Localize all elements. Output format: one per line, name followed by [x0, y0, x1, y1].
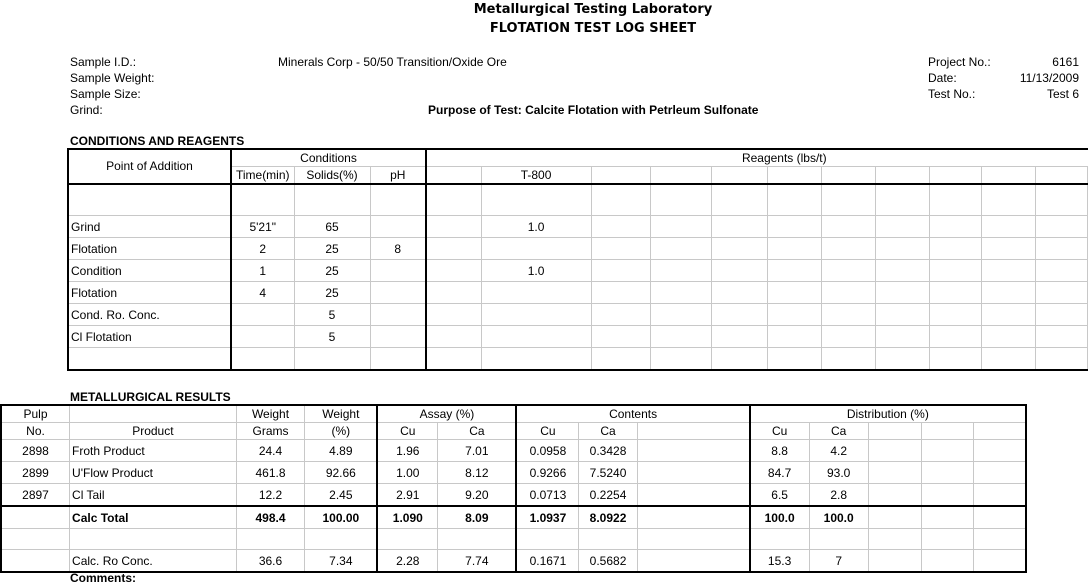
reagent-cell — [650, 282, 711, 304]
ph-cell — [370, 348, 426, 371]
conditions-row — [68, 326, 1088, 348]
reagent-cell — [591, 260, 650, 282]
reagent-cell — [821, 238, 875, 260]
ph-cell — [370, 260, 426, 282]
pulp-no-header: No. — [1, 423, 70, 440]
dist-blank-cell — [922, 484, 974, 507]
contents-ca-cell: 7.5240 — [579, 462, 637, 484]
product-header: Product — [70, 423, 237, 440]
dist-blank-cell — [868, 484, 921, 507]
time-cell: 5'21" — [231, 216, 294, 238]
ph-cell — [370, 216, 426, 238]
reagent-cell — [767, 216, 821, 238]
assay-ca-cell: 7.01 — [438, 440, 517, 462]
product-cell: Froth Product — [70, 440, 237, 462]
reagent-cell — [929, 238, 981, 260]
reagent-col-blank — [711, 167, 767, 185]
reagent-cell — [767, 238, 821, 260]
reagent-cell — [875, 282, 929, 304]
pct-cell: 4.89 — [305, 440, 378, 462]
conditions-row — [68, 184, 1088, 216]
sample-id-value: Minerals Corp - 50/50 Transition/Oxide Ore — [278, 55, 507, 69]
contents-ca-cell: 0.5682 — [579, 550, 637, 573]
reagent-cell — [821, 282, 875, 304]
reagent-cell — [821, 216, 875, 238]
reagent-cell — [1035, 238, 1087, 260]
reagent-cell — [929, 282, 981, 304]
dist-blank-cell — [922, 529, 974, 550]
pulp-header: Pulp — [1, 405, 70, 423]
assay-cu-cell — [377, 529, 437, 550]
reagent-cell — [650, 326, 711, 348]
reagent-cell — [711, 326, 767, 348]
conditions-row — [68, 282, 1088, 304]
solids-cell — [294, 348, 370, 371]
product-cell: Calc. Ro Conc. — [70, 550, 237, 573]
reagents-header: Reagents (lbs/t) — [426, 149, 1088, 167]
col-solids: Solids(%) — [294, 167, 370, 185]
time-cell — [231, 348, 294, 371]
t800-cell: 1.0 — [481, 260, 591, 282]
dist-blank-cell — [974, 506, 1026, 529]
pulp-cell: 2899 — [1, 462, 70, 484]
dist-blank-cell — [868, 440, 921, 462]
reagent-cell — [591, 348, 650, 371]
pct-cell: 2.45 — [305, 484, 378, 507]
reagent-cell — [711, 184, 767, 216]
conditions-row — [68, 260, 1088, 282]
assay-cu-header: Cu — [377, 423, 437, 440]
reagent-col-blank — [821, 167, 875, 185]
t800-cell — [481, 282, 591, 304]
reagent-cell — [875, 326, 929, 348]
dist-cu-cell: 6.5 — [750, 484, 809, 507]
dist-cu-cell — [750, 529, 809, 550]
assay-ca-cell: 7.74 — [438, 550, 517, 573]
solids-cell: 25 — [294, 282, 370, 304]
contents-cu-cell: 0.1671 — [516, 550, 578, 573]
dist-blank-cell — [974, 550, 1026, 573]
reagent-cell — [875, 348, 929, 371]
ph-cell: 8 — [370, 238, 426, 260]
product-cell: Calc Total — [70, 506, 237, 529]
reagent-cell — [821, 326, 875, 348]
reagent-col-blank — [929, 167, 981, 185]
conditions-row — [68, 304, 1088, 326]
dist-blank — [868, 423, 921, 440]
reagent-col-blank — [981, 167, 1035, 185]
dist-cu-cell: 15.3 — [750, 550, 809, 573]
solids-cell: 5 — [294, 326, 370, 348]
reagent-cell — [711, 260, 767, 282]
time-cell — [231, 184, 294, 216]
pct-header: (%) — [305, 423, 378, 440]
pulp-cell — [1, 529, 70, 550]
label-sample-id: Sample I.D.: — [70, 55, 137, 69]
reagent-cell — [929, 326, 981, 348]
reagent-cell — [981, 326, 1035, 348]
label-date: Date: — [928, 71, 957, 85]
grams-cell: 36.6 — [236, 550, 305, 573]
label-sample-weight: Sample Weight: — [70, 71, 155, 85]
reagent-cell — [426, 304, 481, 326]
contents-blank-cell — [637, 550, 750, 573]
dist-blank-cell — [922, 550, 974, 573]
reagent-col-blank — [767, 167, 821, 185]
reagent-col-blank — [650, 167, 711, 185]
reagent-cell — [767, 184, 821, 216]
reagent-cell — [981, 216, 1035, 238]
reagent-cell — [711, 304, 767, 326]
dist-blank — [922, 423, 974, 440]
assay-cu-cell: 2.91 — [377, 484, 437, 507]
reagent-cell — [1035, 282, 1087, 304]
reagent-col-blank — [1035, 167, 1087, 185]
t800-cell — [481, 238, 591, 260]
reagent-cell — [426, 260, 481, 282]
dist-blank-cell — [974, 440, 1026, 462]
product-header-top — [70, 405, 237, 423]
distribution-header: Distribution (%) — [750, 405, 1026, 423]
t800-cell: 1.0 — [481, 216, 591, 238]
dist-ca-cell: 2.8 — [809, 484, 868, 507]
reagent-cell — [426, 238, 481, 260]
solids-cell: 5 — [294, 304, 370, 326]
assay-ca-cell: 9.20 — [438, 484, 517, 507]
dist-blank-cell — [868, 462, 921, 484]
reagent-cell — [821, 184, 875, 216]
pct-cell: 7.34 — [305, 550, 378, 573]
reagent-cell — [711, 282, 767, 304]
dist-ca-cell: 93.0 — [809, 462, 868, 484]
dist-blank-cell — [974, 529, 1026, 550]
point-cell: Flotation — [68, 282, 231, 304]
project-no-value: 6161 — [1052, 55, 1079, 69]
pct-cell: 100.00 — [305, 506, 378, 529]
reagent-cell — [981, 282, 1035, 304]
contents-cu-header: Cu — [516, 423, 578, 440]
reagent-cell — [711, 216, 767, 238]
reagent-cell — [650, 348, 711, 371]
sheet-title: FLOTATION TEST LOG SHEET — [489, 21, 697, 36]
point-cell: Grind — [68, 216, 231, 238]
reagent-cell — [426, 282, 481, 304]
reagent-cell — [929, 304, 981, 326]
point-cell — [68, 184, 231, 216]
assay-cu-cell: 1.090 — [377, 506, 437, 529]
product-cell — [70, 529, 237, 550]
reagent-cell — [981, 348, 1035, 371]
reagent-cell — [875, 238, 929, 260]
contents-blank-cell — [637, 462, 750, 484]
label-project-no: Project No.: — [928, 55, 991, 69]
dist-ca-header: Ca — [809, 423, 868, 440]
grams-cell — [236, 529, 305, 550]
grams-header: Grams — [236, 423, 305, 440]
results-row — [1, 529, 1026, 550]
reagent-cell — [591, 282, 650, 304]
test-no-value: Test 6 — [1046, 87, 1079, 101]
dist-blank-cell — [922, 440, 974, 462]
reagent-cell — [767, 348, 821, 371]
reagent-cell — [426, 326, 481, 348]
reagent-cell — [650, 216, 711, 238]
conditions-row — [68, 348, 1088, 371]
dist-cu-header: Cu — [750, 423, 809, 440]
contents-ca-cell: 0.2254 — [579, 484, 637, 507]
reagent-cell — [929, 216, 981, 238]
point-of-addition-header: Point of Addition — [68, 149, 231, 184]
reagent-cell — [929, 348, 981, 371]
reagent-cell — [650, 260, 711, 282]
grams-cell: 12.2 — [236, 484, 305, 507]
contents-blank-cell — [637, 440, 750, 462]
purpose-of-test: Purpose of Test: Calcite Flotation with Petrleum Sulfonate — [428, 103, 759, 117]
dist-blank-cell — [922, 462, 974, 484]
reagent-cell — [1035, 304, 1087, 326]
ph-cell — [370, 304, 426, 326]
contents-blank — [637, 423, 750, 440]
reagent-cell — [711, 238, 767, 260]
assay-ca-cell: 8.09 — [438, 506, 517, 529]
conditions-row — [68, 216, 1088, 238]
pulp-cell: 2897 — [1, 484, 70, 507]
reagent-cell — [650, 238, 711, 260]
reagent-cell — [767, 282, 821, 304]
contents-ca-header: Ca — [579, 423, 637, 440]
contents-cu-cell: 1.0937 — [516, 506, 578, 529]
reagent-cell — [981, 184, 1035, 216]
contents-ca-cell: 0.3428 — [579, 440, 637, 462]
t800-cell — [481, 304, 591, 326]
grams-cell: 24.4 — [236, 440, 305, 462]
weight-pct-header: Weight — [305, 405, 378, 423]
weight-grams-header: Weight — [236, 405, 305, 423]
dist-cu-cell: 84.7 — [750, 462, 809, 484]
reagent-cell — [591, 326, 650, 348]
reagent-cell — [981, 304, 1035, 326]
t800-cell — [481, 326, 591, 348]
ph-cell — [370, 326, 426, 348]
time-cell: 1 — [231, 260, 294, 282]
reagent-cell — [1035, 216, 1087, 238]
dist-blank-cell — [922, 506, 974, 529]
reagent-cell — [981, 260, 1035, 282]
conditions-row — [68, 238, 1088, 260]
assay-ca-header: Ca — [438, 423, 517, 440]
reagent-cell — [929, 260, 981, 282]
reagent-col-blank — [426, 167, 481, 185]
reagent-cell — [875, 216, 929, 238]
dist-cu-cell: 100.0 — [750, 506, 809, 529]
date-value: 11/13/2009 — [1019, 71, 1079, 85]
reagent-cell — [1035, 326, 1087, 348]
solids-cell — [294, 184, 370, 216]
reagent-col-blank — [875, 167, 929, 185]
point-cell — [68, 348, 231, 371]
contents-header: Contents — [516, 405, 749, 423]
reagent-cell — [875, 260, 929, 282]
contents-blank-cell — [637, 484, 750, 507]
col-t800: T-800 — [481, 167, 591, 185]
point-cell: Cond. Ro. Conc. — [68, 304, 231, 326]
dist-cu-cell: 8.8 — [750, 440, 809, 462]
reagent-cell — [821, 260, 875, 282]
reagent-cell — [650, 304, 711, 326]
contents-blank-cell — [637, 529, 750, 550]
time-cell: 4 — [231, 282, 294, 304]
contents-cu-cell — [516, 529, 578, 550]
results-table — [0, 404, 1027, 573]
dist-blank — [974, 423, 1026, 440]
reagent-cell — [591, 216, 650, 238]
assay-ca-cell: 8.12 — [438, 462, 517, 484]
pct-cell: 92.66 — [305, 462, 378, 484]
results-row — [1, 462, 1026, 484]
contents-blank-cell — [637, 506, 750, 529]
pulp-cell — [1, 506, 70, 529]
reagent-col-blank — [591, 167, 650, 185]
pulp-cell: 2898 — [1, 440, 70, 462]
dist-blank-cell — [974, 484, 1026, 507]
conditions-header: Conditions — [231, 149, 426, 167]
reagent-cell — [875, 184, 929, 216]
assay-cu-cell: 1.96 — [377, 440, 437, 462]
pulp-cell — [1, 550, 70, 573]
reagent-cell — [711, 348, 767, 371]
dist-blank-cell — [868, 506, 921, 529]
reagent-cell — [767, 304, 821, 326]
reagent-cell — [650, 184, 711, 216]
reagent-cell — [591, 238, 650, 260]
grams-cell: 498.4 — [236, 506, 305, 529]
dist-ca-cell — [809, 529, 868, 550]
pct-cell — [305, 529, 378, 550]
label-sample-size: Sample Size: — [70, 87, 141, 101]
comments-label: Comments: — [70, 571, 137, 585]
point-cell: Condition — [68, 260, 231, 282]
results-row — [1, 440, 1026, 462]
reagent-cell — [1035, 260, 1087, 282]
product-cell: Cl Tail — [70, 484, 237, 507]
reagent-cell — [426, 348, 481, 371]
assay-cu-cell: 1.00 — [377, 462, 437, 484]
ph-cell — [370, 282, 426, 304]
results-section-title: METALLURGICAL RESULTS — [70, 390, 231, 404]
reagent-cell — [426, 184, 481, 216]
results-row — [1, 484, 1026, 507]
grams-cell: 461.8 — [236, 462, 305, 484]
conditions-section-title: CONDITIONS AND REAGENTS — [70, 134, 245, 148]
ph-cell — [370, 184, 426, 216]
assay-cu-cell: 2.28 — [377, 550, 437, 573]
solids-cell: 65 — [294, 216, 370, 238]
contents-ca-cell: 8.0922 — [579, 506, 637, 529]
reagent-cell — [1035, 348, 1087, 371]
point-cell: Cl Flotation — [68, 326, 231, 348]
reagent-cell — [591, 184, 650, 216]
time-cell: 2 — [231, 238, 294, 260]
results-row — [1, 550, 1026, 573]
point-cell: Flotation — [68, 238, 231, 260]
dist-ca-cell: 100.0 — [809, 506, 868, 529]
assay-header: Assay (%) — [377, 405, 516, 423]
label-test-no: Test No.: — [928, 87, 976, 101]
dist-ca-cell: 4.2 — [809, 440, 868, 462]
reagent-cell — [929, 184, 981, 216]
reagent-cell — [821, 348, 875, 371]
col-ph: pH — [370, 167, 426, 185]
contents-cu-cell: 0.9266 — [516, 462, 578, 484]
reagent-cell — [821, 304, 875, 326]
reagent-cell — [981, 238, 1035, 260]
dist-ca-cell: 7 — [809, 550, 868, 573]
solids-cell: 25 — [294, 260, 370, 282]
lab-title: Metallurgical Testing Laboratory — [473, 2, 713, 17]
contents-cu-cell: 0.0958 — [516, 440, 578, 462]
time-cell — [231, 304, 294, 326]
reagent-cell — [1035, 184, 1087, 216]
reagent-cell — [875, 304, 929, 326]
results-row — [1, 506, 1026, 529]
conditions-table — [67, 148, 1088, 371]
solids-cell: 25 — [294, 238, 370, 260]
t800-cell — [481, 184, 591, 216]
label-grind: Grind: — [70, 103, 103, 117]
contents-cu-cell: 0.0713 — [516, 484, 578, 507]
col-time: Time(min) — [231, 167, 294, 185]
product-cell: U'Flow Product — [70, 462, 237, 484]
reagent-cell — [767, 260, 821, 282]
reagent-cell — [426, 216, 481, 238]
t800-cell — [481, 348, 591, 371]
reagent-cell — [591, 304, 650, 326]
dist-blank-cell — [868, 550, 921, 573]
time-cell — [231, 326, 294, 348]
dist-blank-cell — [868, 529, 921, 550]
reagent-cell — [767, 326, 821, 348]
dist-blank-cell — [974, 462, 1026, 484]
assay-ca-cell — [438, 529, 517, 550]
contents-ca-cell — [579, 529, 637, 550]
